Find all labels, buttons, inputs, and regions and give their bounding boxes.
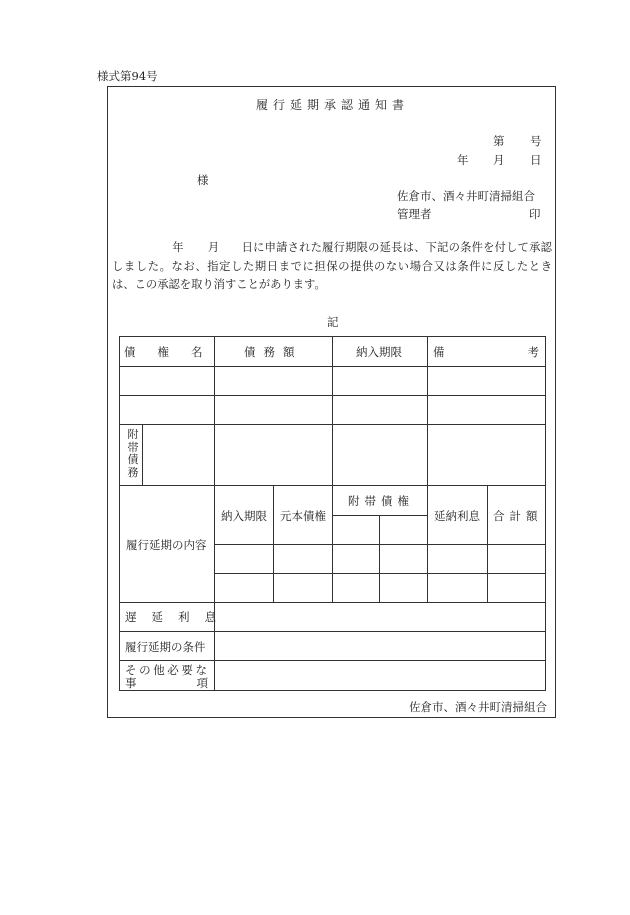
table-line xyxy=(545,336,546,691)
date-year: 年 xyxy=(457,153,469,167)
document-title: 履行延期承認通知書 xyxy=(256,98,410,112)
body-year: 年 xyxy=(172,241,184,254)
late-interest-row-label xyxy=(125,609,231,625)
header-creditor-name xyxy=(124,344,225,360)
postponement-content-label: 履行延期の内容 xyxy=(126,538,207,552)
footer-organization: 佐倉市、酒々井町清掃組合 xyxy=(409,700,547,714)
creditor-name-label: 債権名 xyxy=(124,345,225,359)
other-items-line2-row xyxy=(125,675,268,691)
date-day: 日 xyxy=(530,153,542,167)
table-line xyxy=(273,485,274,603)
body-month: 月 xyxy=(207,241,220,254)
header-debt-amount: 債務額 xyxy=(244,345,303,359)
table-line xyxy=(214,544,546,545)
form-number: 様式第94号 xyxy=(97,69,158,83)
late-interest-label: 遅延利息 xyxy=(125,610,231,624)
sub-principal: 元本債権 xyxy=(280,509,326,523)
table-line xyxy=(487,485,488,603)
table-line xyxy=(214,573,546,574)
table-line xyxy=(119,660,546,661)
other-items-line2: 事項 xyxy=(125,676,268,690)
table-line xyxy=(427,336,428,486)
other-items-line1: その他必要な xyxy=(125,663,210,677)
table-line xyxy=(119,336,120,691)
header-remarks xyxy=(433,344,622,360)
remarks-label: 備考 xyxy=(433,345,622,359)
table-line xyxy=(332,336,333,486)
conditions-label: 履行延期の条件 xyxy=(125,640,206,654)
header-due-date: 納入期限 xyxy=(356,345,402,359)
sub-attached-debt: 附帯債権 xyxy=(348,494,414,508)
table-line xyxy=(142,424,143,486)
sub-due-date: 納入期限 xyxy=(221,509,267,523)
table-line xyxy=(332,515,428,516)
table-line xyxy=(379,515,380,603)
table-line xyxy=(332,485,333,603)
addressee-sama: 様 xyxy=(197,173,209,187)
table-line xyxy=(214,336,215,691)
seal-mark: 印 xyxy=(529,207,541,221)
date-month: 月 xyxy=(493,153,505,167)
sub-total: 合計額 xyxy=(493,509,543,523)
number-dai: 第 xyxy=(493,134,505,148)
notice-body xyxy=(112,239,552,295)
attached-debt-label: 附帯債務 xyxy=(127,428,139,479)
table-line xyxy=(119,631,546,632)
body-text: 日に申請された履行期限の延長は、下記の条件を付して承認しました。なお、指定した期日までに担保の提供のない場合又は条件に反したときは、この承認を取り消すことがあります。 xyxy=(112,241,552,291)
table-line xyxy=(427,485,428,603)
ki-label: 記 xyxy=(327,315,339,329)
issuer-title: 管理者 xyxy=(397,207,432,221)
issuer-organization: 佐倉市、酒々井町清掃組合 xyxy=(397,189,535,203)
sub-deferred-interest: 延納利息 xyxy=(434,509,480,523)
number-go: 号 xyxy=(530,134,542,148)
